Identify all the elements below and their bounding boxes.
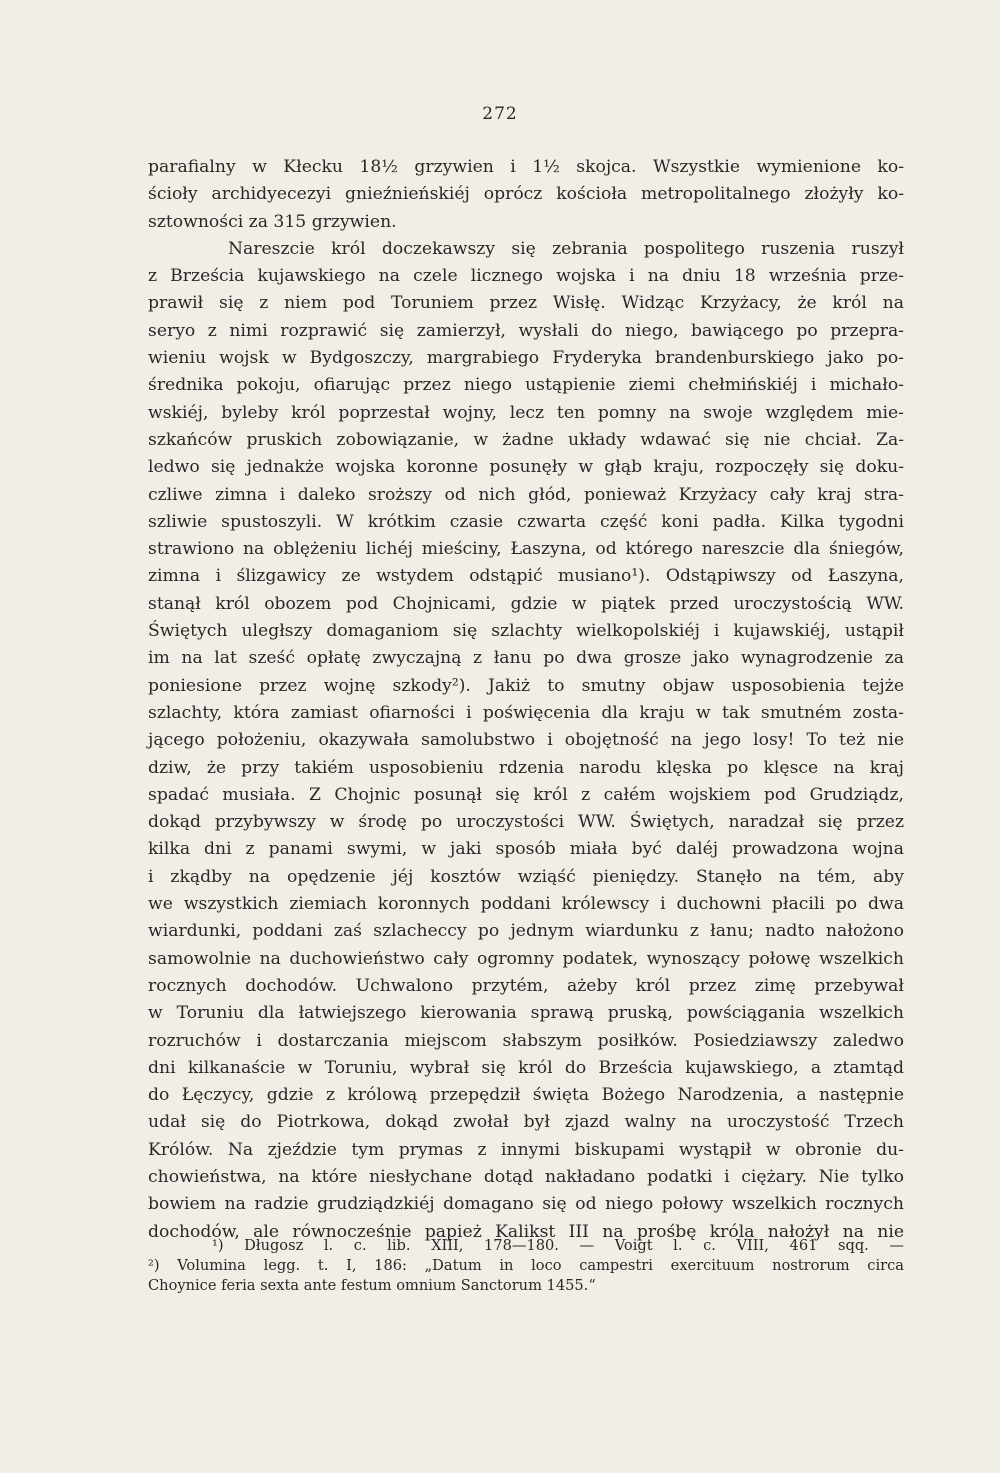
text-line: udał się do Piotrkowa, dokąd zwołał był zjazd walny na uroczystość Trzech <box>148 1112 904 1133</box>
text-line: chowieństwa, na które niesłychane dotąd nakładano podatki i ciężary. Nie tylko <box>148 1166 904 1187</box>
text-line: i zkądby na opędzenie jéj kosztów wziąść pieniędzy. Stanęło na tém, aby <box>148 866 904 887</box>
text-line: kilka dni z panami swymi, w jaki sposób miała być daléj prowadzona wojna <box>148 839 904 860</box>
text-line: szkańców pruskich zobowiązanie, w żadne układy wdawać się nie chciał. Za- <box>148 429 904 450</box>
text-line: poniesione przez wojnę szkody²). Jakiż to smutny objaw usposobienia tejże <box>148 675 904 696</box>
text-line: wieniu wojsk w Bydgoszczy, margrabiego Fryderyka brandenburskiego jako po- <box>148 348 904 369</box>
text-line: bowiem na radzie grudziądzkiéj domagano się od niego połowy wszelkich rocznych <box>148 1194 904 1215</box>
page-number: 272 <box>482 104 518 124</box>
footnote-line: ²) Volumina legg. t. I, 186: „Datum in loco campestri exercituum nostrorum circa <box>148 1257 904 1274</box>
text-line: wiardunki, poddani zaś szlacheccy po jednym wiardunku z łanu; nadto nałożono <box>148 921 904 942</box>
text-line: we wszystkich ziemiach koronnych poddani królewscy i duchowni płacili po dwa <box>148 894 904 915</box>
text-line: sztowności za 315 grzywien. <box>148 211 397 232</box>
text-line: ledwo się jednakże wojska koronne posunęły w głąb kraju, rozpoczęły się doku- <box>148 457 904 478</box>
text-line: strawiono na oblężeniu lichéj mieściny, Łaszyna, od którego nareszcie dla śniegów, <box>148 539 904 560</box>
text-line: samowolnie na duchowieństwo cały ogromny podatek, wynoszący połowę wszelkich <box>148 948 904 969</box>
text-line: ścioły archidyecezyi gnieźnieńskiéj oprócz kościoła metropolitalnego złożyły ko- <box>148 184 904 205</box>
text-line: szlachty, która zamiast ofiarności i poświęcenia dla kraju w tak smutném zosta- <box>148 702 904 723</box>
text-line: do Łęczycy, gdzie z królową przepędził święta Bożego Narodzenia, a następnie <box>148 1085 904 1106</box>
text-line: wskiéj, byleby król poprzestał wojny, lecz ten pomny na swoje względem mie- <box>148 402 904 423</box>
footnote-line: ¹) Długosz l. c. lib. XIII, 178—180. — Voigt l. c. VIII, 461 sqq. — <box>212 1237 904 1254</box>
text-line: prawił się z niem pod Toruniem przez Wisłę. Widząc Krzyżacy, że król na <box>148 293 904 314</box>
text-line: czliwe zimna i daleko sroższy od nich głód, ponieważ Krzyżacy cały kraj stra- <box>148 484 904 505</box>
text-line: seryo z nimi rozprawić się zamierzył, wysłali do niego, bawiącego po przepra- <box>148 320 904 341</box>
body-text <box>148 154 904 1246</box>
text-line: jącego położeniu, okazywała samolubstwo i obojętność na jego losy! To też nie <box>148 730 904 751</box>
text-line: parafialny w Kłecku 18½ grzywien i 1½ skojca. Wszystkie wymienione ko- <box>148 157 904 177</box>
text-line: średnika pokoju, ofiarując przez niego ustąpienie ziemi chełmińskiéj i michało- <box>148 375 904 396</box>
footnotes <box>148 1236 904 1296</box>
text-line: im na lat sześć opłatę zwyczajną z łanu po dwa grosze jako wynagrodzenie za <box>148 648 904 669</box>
text-line: Nareszcie król doczekawszy się zebrania pospolitego ruszenia ruszył <box>228 238 904 259</box>
text-line: z Brześcia kujawskiego na czele licznego wojska i na dniu 18 września prze- <box>148 266 904 287</box>
footnote-line: Choynice feria sexta ante festum omnium Sanctorum 1455.“ <box>148 1277 596 1294</box>
text-line: dokąd przybywszy w środę po uroczystości WW. Świętych, naradzał się przez <box>148 812 904 833</box>
text-line: w Toruniu dla łatwiejszego kierowania sprawą pruską, powściągania wszelkich <box>148 1003 904 1024</box>
text-line: dni kilkanaście w Toruniu, wybrał się król do Brześcia kujawskiego, a ztamtąd <box>148 1057 904 1078</box>
text-line: zimna i ślizgawicy ze wstydem odstąpić musiano¹). Odstąpiwszy od Łaszyna, <box>148 566 904 587</box>
text-line: dziw, że przy takiém usposobieniu rdzenia narodu klęska po klęsce na kraj <box>148 757 904 778</box>
text-line: szliwie spustoszyli. W krótkim czasie czwarta część koni padła. Kilka tygodni <box>148 511 904 532</box>
text-line: dochodów, ale równocześnie papież Kalikst III na prośbę króla nałożył na nie <box>148 1221 904 1242</box>
text-line: stanął król obozem pod Chojnicami, gdzie w piątek przed uroczystością WW. <box>148 593 904 614</box>
text-line: spadać musiała. Z Chojnic posunął się król z całém wojskiem pod Grudziądz, <box>148 784 904 805</box>
text-line: Królów. Na zjeździe tym prymas z innymi biskupami wystąpił w obronie du- <box>148 1139 904 1160</box>
text-line: rozruchów i dostarczania miejscom słabszym posiłków. Posiedziawszy zaledwo <box>148 1030 904 1051</box>
text-line: Świętych uległszy domaganiom się szlachty wielkopolskiéj i kujawskiéj, ustąpił <box>148 621 904 642</box>
text-line: rocznych dochodów. Uchwalono przytém, ażeby król przez zimę przebywał <box>148 975 904 996</box>
